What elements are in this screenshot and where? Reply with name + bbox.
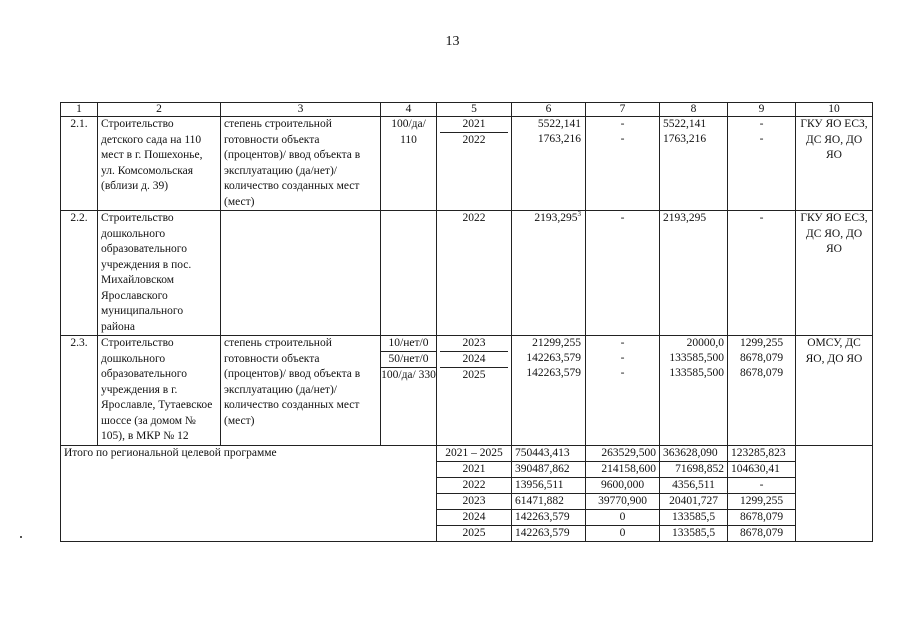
table-row-2-3	[61, 336, 873, 446]
year-value: 2024	[440, 351, 508, 367]
regional-cell	[660, 336, 728, 446]
target-cell	[381, 336, 437, 446]
table-row-2-1	[61, 117, 873, 211]
total-value: 142263,579	[526, 367, 581, 379]
totals-federal: 0	[586, 509, 660, 525]
target-value	[381, 211, 437, 336]
program-table	[60, 102, 873, 542]
totals-label: Итого по региональной целевой программе	[61, 445, 437, 541]
local-value: -	[759, 118, 764, 130]
header-cell-6: 6	[512, 103, 586, 117]
header-cell-1: 1	[61, 103, 98, 117]
year-value: 2025	[440, 367, 508, 383]
local-value: 1299,255	[739, 337, 784, 349]
federal-value: -	[620, 367, 625, 379]
regional-value: 20000,0	[686, 337, 724, 349]
regional-value: 133585,500	[669, 352, 724, 364]
object-name: Строительство дошкольного образовательного учреждения в пос. Михайловском Ярославского муниципального района	[98, 211, 221, 336]
totals-total: 142263,579	[512, 509, 586, 525]
totals-local: 104630,41	[728, 461, 796, 477]
totals-federal: 263529,500	[586, 445, 660, 461]
totals-regional: 20401,727	[660, 493, 728, 509]
local-value: 8678,079	[739, 352, 784, 364]
year-value: 2022	[440, 132, 508, 148]
total-value: 142263,579	[526, 352, 581, 364]
totals-local: 8678,079	[728, 509, 796, 525]
totals-regional: 133585,5	[660, 525, 728, 541]
executor: ОМСУ, ДС ЯО, ДО ЯО	[796, 336, 873, 446]
totals-total: 142263,579	[512, 525, 586, 541]
year-value: 2022	[437, 211, 512, 336]
totals-total: 61471,882	[512, 493, 586, 509]
row-number: 2.3.	[61, 336, 98, 446]
scan-speck	[20, 536, 22, 538]
total-cell	[512, 336, 586, 446]
executor: ГКУ ЯО ЕСЗ, ДС ЯО, ДО ЯО	[796, 211, 873, 336]
target-value: 50/нет/0	[381, 351, 436, 367]
target-value: 10/нет/0	[388, 337, 429, 349]
totals-local: -	[728, 477, 796, 493]
total-value: 1763,216	[537, 133, 581, 145]
totals-row	[61, 445, 873, 461]
total-value: 5522,141	[537, 118, 581, 130]
regional-cell	[660, 117, 728, 211]
federal-value: -	[620, 352, 625, 364]
totals-federal: 9600,000	[586, 477, 660, 493]
indicator-text: степень строительной готовности объекта (процентов)/ ввод объекта в эксплуатацию (да/нет)/ количество созданных мест (мест)	[221, 336, 381, 446]
totals-regional: 71698,852	[660, 461, 728, 477]
federal-value: -	[620, 118, 625, 130]
table-header-row	[61, 103, 873, 117]
local-cell	[728, 117, 796, 211]
totals-year: 2021 – 2025	[437, 445, 512, 461]
indicator-text: степень строительной готовности объекта (процентов)/ ввод объекта в эксплуатацию (да/нет)/ количество созданных мест (мест)	[221, 117, 381, 211]
total-value: 21299,255	[532, 337, 581, 349]
local-value: -	[728, 211, 796, 336]
totals-federal: 0	[586, 525, 660, 541]
header-cell-9: 9	[728, 103, 796, 117]
totals-year: 2022	[437, 477, 512, 493]
header-cell-5: 5	[437, 103, 512, 117]
row-number: 2.1.	[61, 117, 98, 211]
totals-year: 2025	[437, 525, 512, 541]
totals-federal: 39770,900	[586, 493, 660, 509]
local-value: 8678,079	[739, 367, 784, 379]
regional-value: 5522,141	[663, 118, 707, 130]
object-name: Строительство детского сада на 110 мест в г. Пошехонье, ул. Комсомольская (вблизи д. 39)	[98, 117, 221, 211]
federal-cell	[586, 117, 660, 211]
year-cell	[437, 336, 512, 446]
totals-total: 750443,413	[512, 445, 586, 461]
total-cell	[512, 117, 586, 211]
totals-local: 123285,823	[728, 445, 796, 461]
federal-value: -	[620, 337, 625, 349]
totals-federal: 214158,600	[586, 461, 660, 477]
totals-local: 1299,255	[728, 493, 796, 509]
totals-local: 8678,079	[728, 525, 796, 541]
year-cell	[437, 117, 512, 211]
footnote-mark: 3	[577, 210, 581, 219]
executor: ГКУ ЯО ЕСЗ, ДС ЯО, ДО ЯО	[796, 117, 873, 211]
table-row-2-2	[61, 211, 873, 336]
totals-regional: 133585,5	[660, 509, 728, 525]
totals-regional: 4356,511	[660, 477, 728, 493]
year-value: 2023	[462, 337, 486, 349]
target-value: 100/да/ 110	[381, 117, 437, 211]
header-cell-3: 3	[221, 103, 381, 117]
federal-cell	[586, 336, 660, 446]
target-value: 100/да/ 330	[381, 369, 436, 381]
header-cell-10: 10	[796, 103, 873, 117]
header-cell-2: 2	[98, 103, 221, 117]
federal-value: -	[586, 211, 660, 336]
local-cell	[728, 336, 796, 446]
header-cell-4: 4	[381, 103, 437, 117]
page-number: 13	[445, 34, 460, 49]
regional-value: 133585,500	[669, 367, 724, 379]
totals-total: 390487,862	[512, 461, 586, 477]
totals-year: 2024	[437, 509, 512, 525]
totals-regional: 363628,090	[660, 445, 728, 461]
total-value: 2193,295	[534, 212, 578, 224]
local-value: -	[759, 133, 764, 145]
object-name: Строительство дошкольного образовательного учреждения в г. Ярославле, Тутаевское шоссе (за домом № 105), в МКР № 12	[98, 336, 221, 446]
totals-year: 2023	[437, 493, 512, 509]
regional-value: 1763,216	[663, 133, 707, 145]
row-number: 2.2.	[61, 211, 98, 336]
header-cell-7: 7	[586, 103, 660, 117]
totals-total: 13956,511	[512, 477, 586, 493]
regional-value: 2193,295	[660, 211, 728, 336]
totals-year: 2021	[437, 461, 512, 477]
year-value: 2021	[462, 118, 486, 130]
indicator-text	[221, 211, 381, 336]
header-cell-8: 8	[660, 103, 728, 117]
total-cell	[512, 211, 586, 336]
totals-executor-empty	[796, 445, 873, 541]
federal-value: -	[620, 133, 625, 145]
